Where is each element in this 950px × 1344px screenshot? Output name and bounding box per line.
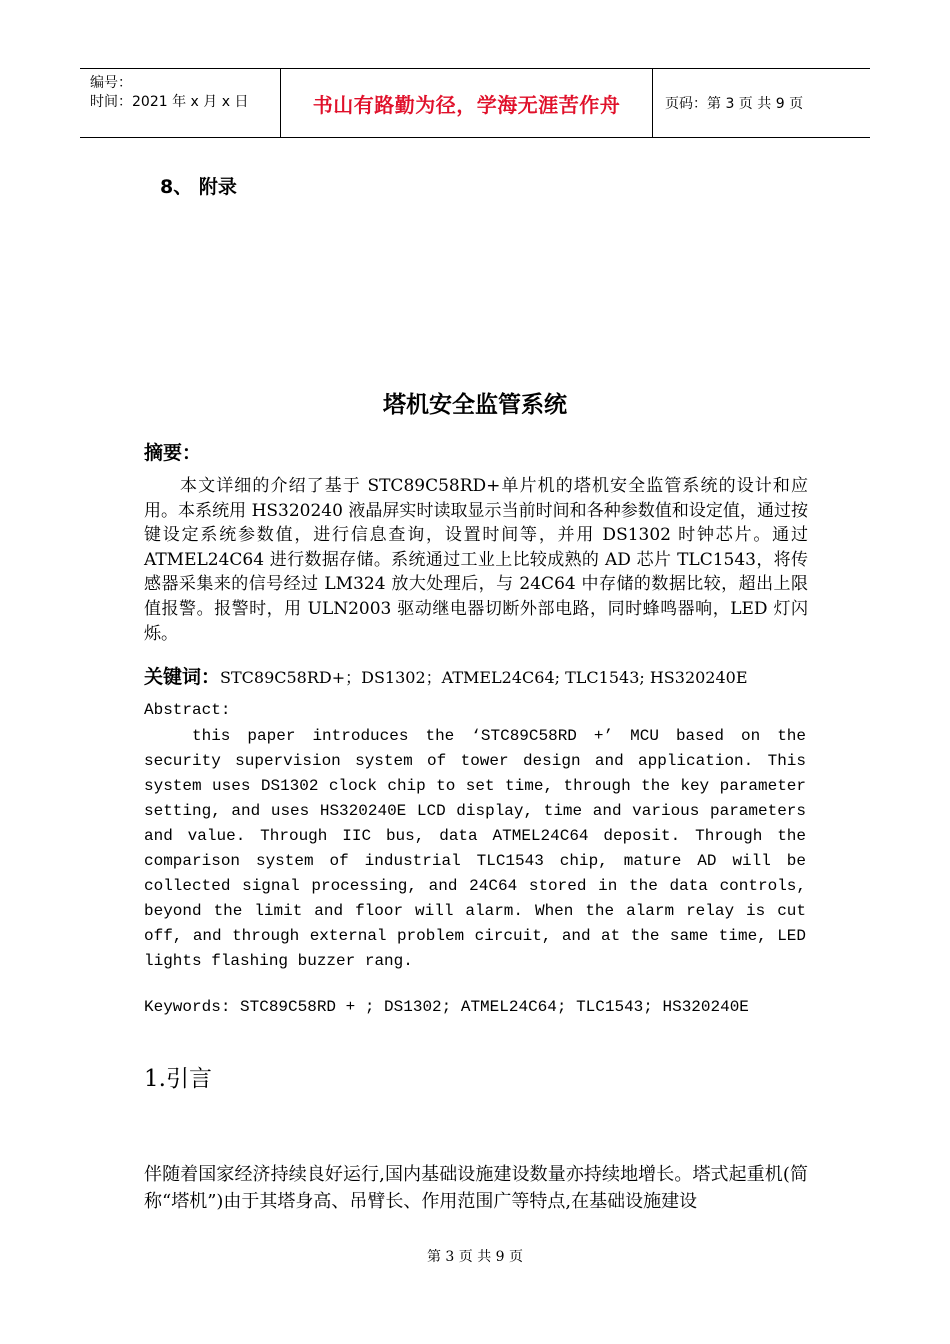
document-title: 塔机安全监管系统 — [383, 392, 567, 418]
header-page-cell — [653, 69, 870, 137]
keywords-label: 关键词： — [144, 666, 221, 688]
keywords-chinese — [144, 662, 748, 689]
introduction-paragraph: 伴随着国家经济持续良好运行,国内基础设施建设数量亦持续地增长。塔式起重机(简称“塔机”)由于其塔身高、吊臂长、作用范围广等特点,在基础设施建设 — [144, 1164, 808, 1212]
section-heading-appendix: 8、 附录 — [160, 176, 237, 198]
header-motto-cell — [281, 69, 653, 137]
page-code: 页码：第 3 页 共 9 页 — [665, 96, 804, 112]
motto-text: 书山有路勤为径，学海无涯苦作舟 — [312, 92, 621, 117]
abstract-english-label: Abstract: — [144, 701, 231, 719]
header-meta-cell — [80, 69, 281, 137]
abstract-chinese: 本文详细的介绍了基于 STC89C58RD+单片机的塔机安全监管系统的设计和应用。本系统用 HS320240 液晶屏实时读取显示当前时间和各种参数值和设定值，通过按键设定系统参数值，进行信息查询，设置时间等，并用 DS1302 时钟芯片。通过 ATMEL24C64 进行数据存储。系统通过工业上比较成熟的 AD 芯片 TLC1543，将传感器采集来的信号经过 LM324 放大处理后，与 24C64 中存储的数据比较，超出上限值报警。报警时，用 ULN2003 驱动继电器切断外部电路，同时蜂鸣器响，LED 灯闪烁。 — [144, 476, 808, 644]
date-label: 时间：2021 年 x 月 x 日 — [90, 94, 249, 110]
keywords-value: STC89C58RD+；DS1302；ATMEL24C64; TLC1543; HS320240E — [220, 668, 748, 687]
abstract-heading: 摘要： — [144, 442, 202, 464]
header-table — [80, 68, 870, 138]
section-heading-introduction: 1.引言 — [144, 1066, 212, 1092]
abstract-english: this paper introduces the ‘STC89C58RD +’ MCU based on the security supervision system of tower design and application. This system uses DS1302 clock chip to set time, through the key parameter setting, and uses HS320240E LCD display, time and various parameters and value. Through IIC bus, data ATMEL24C64 deposit. Through the comparison system of industrial TLC1543 chip, mature AD will be collected signal processing, and 24C64 stored in the data controls, beyond the limit and floor will alarm. When the alarm relay is cut off, and through external problem circuit, and at the same time, LED lights flashing buzzer rang. — [144, 727, 806, 970]
keywords-english: Keywords: STC89C58RD + ; DS1302; ATMEL24C64; TLC1543; HS320240E — [144, 998, 749, 1016]
number-label: 编号： — [90, 75, 132, 91]
page-footer: 第 3 页 共 9 页 — [426, 1249, 524, 1265]
